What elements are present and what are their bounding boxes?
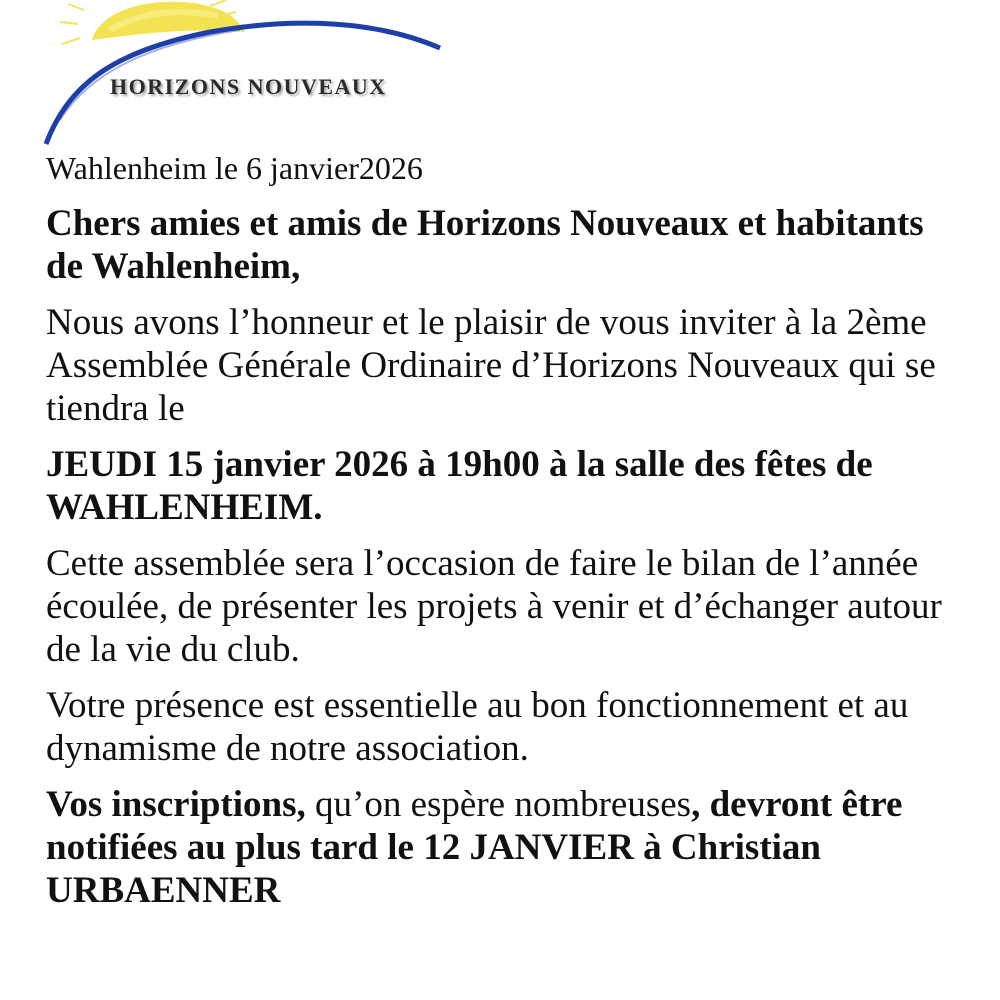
registration-deadline: , devront être notifiées au plus tard le 12 JANVIER à [46, 784, 903, 868]
registration-lead: Vos inscriptions, [46, 784, 306, 825]
registration-contact: Christian URBAENNER [46, 827, 821, 911]
event-details: JEUDI 15 janvier 2026 à 19h00 à la salle des fêtes de WAHLENHEIM. [46, 444, 873, 528]
presence-paragraph: Votre présence est essentielle au bon fonctionnement et au dynamisme de notre association. [46, 685, 909, 769]
invitation-paragraph: Nous avons l’honneur et le plaisir de vous inviter à la 2ème Assemblée Générale Ordinaire d’Horizons Nouveaux qui se tiendra le [46, 302, 936, 429]
greeting: Chers amies et amis de Horizons Nouveaux et habitants de Wahlenheim, [46, 203, 924, 287]
logo-name: HORIZONS NOUVEAUX [110, 74, 387, 99]
letter-body [46, 148, 966, 925]
horizons-nouveaux-logo [40, 0, 460, 150]
registration-paragraph [46, 783, 966, 912]
date-line: Wahlenheim le 6 janvier2026 [46, 150, 423, 186]
registration-hope: qu’on espère nombreuses [305, 784, 692, 825]
purpose-paragraph: Cette assemblée sera l’occasion de faire le bilan de l’année écoulée, de présenter les projets à venir et d’échanger autour de la vie du club. [46, 543, 942, 670]
